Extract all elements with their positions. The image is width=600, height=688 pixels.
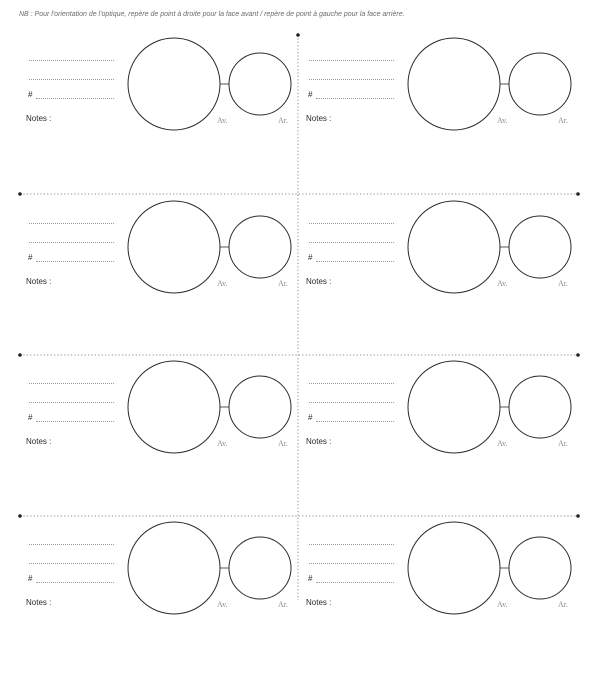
back-label: Ar.	[558, 600, 568, 609]
lens-diagram	[408, 201, 578, 301]
blank-line[interactable]	[309, 60, 394, 61]
notes-label: Notes :	[26, 598, 52, 607]
notes-label: Notes :	[26, 437, 52, 446]
blank-line[interactable]	[309, 402, 394, 403]
lens-diagram	[128, 361, 298, 461]
blank-line[interactable]	[309, 223, 394, 224]
lens-diagram	[408, 38, 578, 138]
orientation-note: NB : Pour l'orientation de l'optique, repère de point à droite pour la face avant / repère de point à gauche pour la face arrière.	[19, 11, 405, 18]
front-label: Av.	[497, 600, 508, 609]
front-lens-circle	[408, 38, 500, 130]
back-label: Ar.	[558, 116, 568, 125]
front-lens-circle	[128, 38, 220, 130]
hash-label: #	[28, 413, 33, 422]
front-lens-circle	[128, 201, 220, 293]
back-label: Ar.	[558, 279, 568, 288]
number-blank-line[interactable]	[316, 261, 394, 262]
back-label: Ar.	[278, 116, 288, 125]
notes-label: Notes :	[306, 277, 332, 286]
back-label: Ar.	[278, 279, 288, 288]
back-label: Ar.	[278, 439, 288, 448]
front-label: Av.	[217, 600, 228, 609]
back-lens-circle	[509, 216, 571, 278]
blank-line[interactable]	[309, 383, 394, 384]
number-blank-line[interactable]	[316, 582, 394, 583]
back-lens-circle	[229, 537, 291, 599]
lens-diagram	[128, 201, 298, 301]
vertical-cut-dot	[296, 33, 300, 37]
front-lens-circle	[408, 522, 500, 614]
lens-card-r3-c2	[300, 365, 580, 527]
blank-line[interactable]	[29, 242, 114, 243]
front-label: Av.	[497, 279, 508, 288]
back-label: Ar.	[558, 439, 568, 448]
notes-label: Notes :	[306, 114, 332, 123]
lens-diagram	[408, 361, 578, 461]
lens-card-r3-c1	[20, 365, 300, 527]
lens-diagram	[128, 38, 298, 138]
blank-line[interactable]	[29, 383, 114, 384]
back-lens-circle	[509, 53, 571, 115]
hash-label: #	[308, 413, 313, 422]
blank-line[interactable]	[29, 60, 114, 61]
front-label: Av.	[497, 439, 508, 448]
hash-label: #	[28, 90, 33, 99]
front-label: Av.	[217, 439, 228, 448]
blank-line[interactable]	[309, 79, 394, 80]
back-lens-circle	[509, 537, 571, 599]
lens-card-r2-c2	[300, 205, 580, 367]
number-blank-line[interactable]	[316, 98, 394, 99]
lens-card-r1-c2	[300, 42, 580, 204]
back-lens-circle	[229, 216, 291, 278]
lens-card-r4-c2	[300, 526, 580, 688]
lens-diagram	[408, 522, 578, 622]
front-lens-circle	[128, 361, 220, 453]
blank-line[interactable]	[29, 79, 114, 80]
front-lens-circle	[128, 522, 220, 614]
hash-label: #	[308, 90, 313, 99]
hash-label: #	[308, 253, 313, 262]
blank-line[interactable]	[309, 544, 394, 545]
number-blank-line[interactable]	[36, 582, 114, 583]
notes-label: Notes :	[306, 437, 332, 446]
front-label: Av.	[217, 116, 228, 125]
blank-line[interactable]	[29, 402, 114, 403]
lens-card-r4-c1	[20, 526, 300, 688]
number-blank-line[interactable]	[316, 421, 394, 422]
blank-line[interactable]	[29, 563, 114, 564]
notes-label: Notes :	[26, 114, 52, 123]
front-label: Av.	[217, 279, 228, 288]
back-label: Ar.	[278, 600, 288, 609]
front-lens-circle	[408, 201, 500, 293]
hash-label: #	[28, 574, 33, 583]
front-label: Av.	[497, 116, 508, 125]
blank-line[interactable]	[29, 544, 114, 545]
notes-label: Notes :	[26, 277, 52, 286]
blank-line[interactable]	[309, 563, 394, 564]
blank-line[interactable]	[309, 242, 394, 243]
notes-label: Notes :	[306, 598, 332, 607]
number-blank-line[interactable]	[36, 261, 114, 262]
lens-diagram	[128, 522, 298, 622]
blank-line[interactable]	[29, 223, 114, 224]
hash-label: #	[28, 253, 33, 262]
front-lens-circle	[408, 361, 500, 453]
lens-card-r1-c1	[20, 42, 300, 204]
number-blank-line[interactable]	[36, 98, 114, 99]
number-blank-line[interactable]	[36, 421, 114, 422]
back-lens-circle	[229, 376, 291, 438]
back-lens-circle	[229, 53, 291, 115]
lens-card-r2-c1	[20, 205, 300, 367]
back-lens-circle	[509, 376, 571, 438]
hash-label: #	[308, 574, 313, 583]
